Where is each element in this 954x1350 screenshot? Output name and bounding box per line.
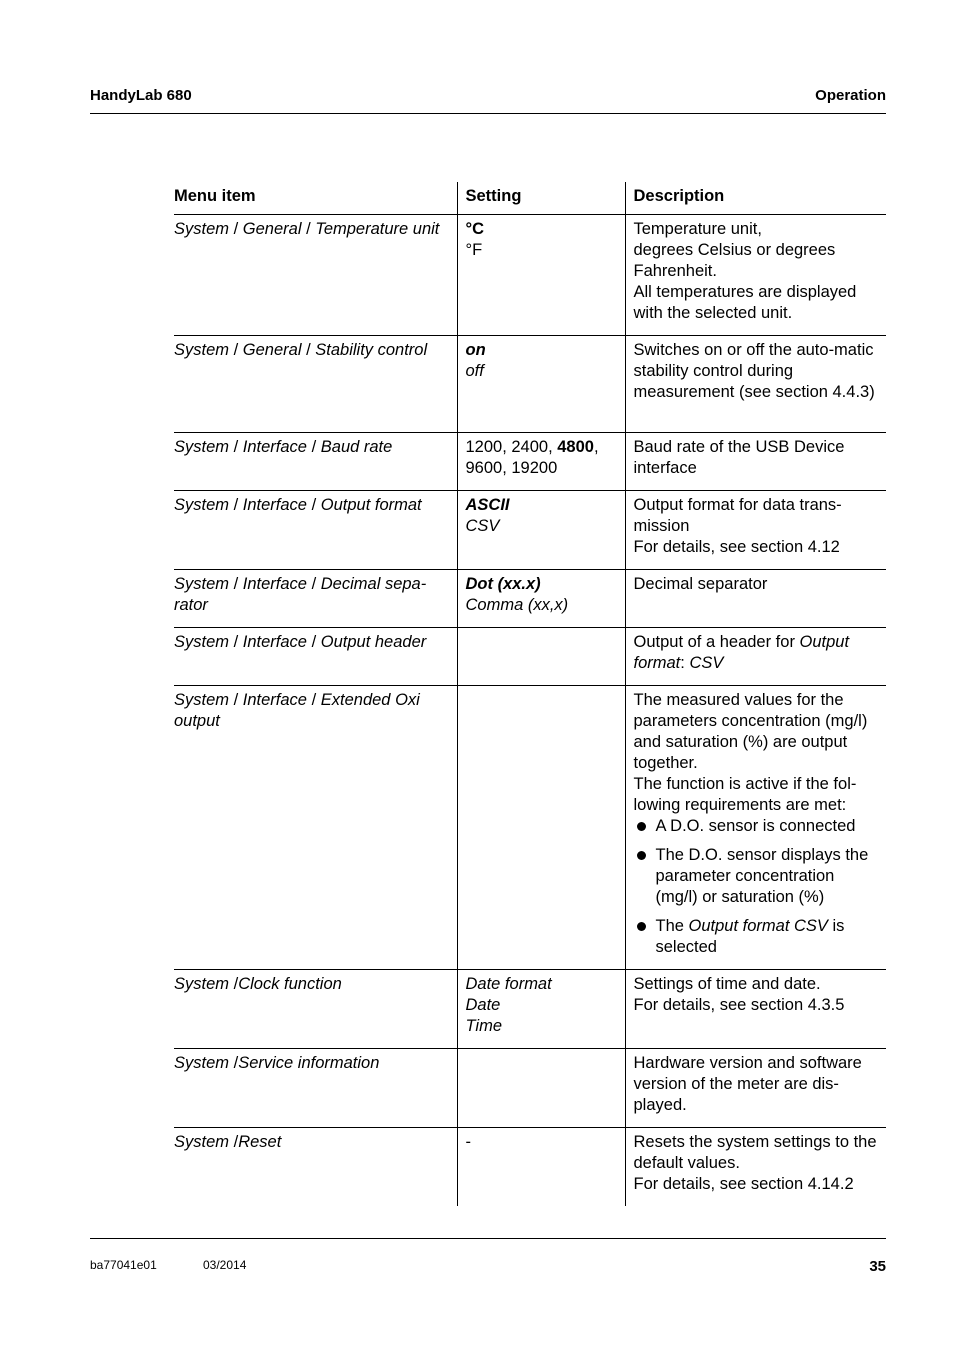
table-row — [174, 628, 886, 686]
list-item-text: A D.O. sensor is connected — [655, 817, 856, 835]
menu-path-segment: Extended Oxi output — [174, 691, 420, 730]
setting-cell — [457, 433, 625, 491]
description-cell — [625, 215, 886, 336]
table-row — [174, 1049, 886, 1128]
description-cell — [625, 570, 886, 628]
description-text: For details, see section 4.12 — [633, 538, 840, 556]
setting-default: 4800 — [557, 438, 594, 456]
table-row — [174, 215, 886, 336]
setting-default: Dot (xx.x) — [465, 575, 541, 593]
menu-item-cell: System / Interface / Output format — [174, 491, 457, 570]
table-header-row — [174, 182, 886, 215]
setting-option: Date — [465, 996, 501, 1014]
table-row — [174, 433, 886, 491]
menu-item-cell: System / Interface / Extended Oxi output — [174, 686, 457, 970]
list-item-text: is selected — [655, 917, 845, 956]
description-text: : — [680, 654, 690, 672]
menu-path-segment: Interface — [242, 691, 307, 709]
description-text: CSV — [689, 654, 724, 672]
table-row — [174, 570, 886, 628]
menu-path-segment: System — [174, 496, 230, 514]
setting-cell — [457, 1049, 625, 1128]
menu-path-segment: System — [174, 691, 230, 709]
setting-cell — [457, 570, 625, 628]
description-cell — [625, 628, 886, 686]
column-header-setting: Setting — [457, 182, 625, 215]
menu-path-segment: System — [174, 1054, 230, 1072]
setting-option: Date format — [465, 975, 552, 993]
menu-path-segment: Interface — [242, 438, 307, 456]
setting-option: 9600, 19200 — [465, 459, 558, 477]
document-id: ba77041e01 — [90, 1258, 157, 1272]
list-item-text: Output format CSV — [688, 917, 828, 935]
description-cell — [625, 686, 886, 970]
menu-path-segment: System — [174, 438, 230, 456]
settings-table — [174, 182, 886, 1206]
description-text: Output format for data trans-mission — [633, 496, 842, 535]
menu-path-segment: Baud rate — [320, 438, 393, 456]
description-cell — [625, 491, 886, 570]
setting-cell — [457, 686, 625, 970]
setting-option: - — [465, 1133, 471, 1151]
setting-cell — [457, 628, 625, 686]
menu-item-cell: System / Interface / Decimal sepa-rator — [174, 570, 457, 628]
menu-path-segment: Interface — [242, 633, 307, 651]
menu-item-cell: System /Service information — [174, 1049, 457, 1128]
table-row — [174, 1128, 886, 1207]
description-text: Switches on or off the auto-matic stability control during measurement (see section 4.4.3) — [633, 341, 875, 401]
menu-item-cell: System / General / Temperature unit — [174, 215, 457, 336]
menu-path-segment: General — [242, 341, 302, 359]
table-row — [174, 686, 886, 970]
page-footer — [90, 1238, 886, 1279]
menu-path-segment: System — [174, 575, 230, 593]
menu-item-cell: System /Reset — [174, 1133, 282, 1151]
setting-default: °C — [465, 220, 485, 238]
menu-path-segment: Interface — [242, 575, 307, 593]
document-date: 03/2014 — [203, 1258, 247, 1272]
description-text: For details, see section 4.3.5 — [633, 996, 845, 1014]
description-cell — [625, 1049, 886, 1128]
menu-path-segment: Interface — [242, 496, 307, 514]
menu-path-segment: Reset — [238, 1133, 282, 1151]
menu-path-segment: System — [174, 220, 230, 238]
menu-path-segment: Output header — [320, 633, 427, 651]
setting-option: CSV — [465, 517, 500, 535]
description-text: Output of a header for — [633, 633, 800, 651]
description-text: Decimal separator — [633, 575, 768, 593]
description-text: Settings of time and date. — [633, 975, 821, 993]
section-title: Operation — [815, 87, 886, 104]
menu-path-segment: Clock function — [238, 975, 342, 993]
menu-path-segment: System — [174, 1133, 230, 1151]
description-text: Temperature unit, — [633, 220, 762, 238]
page-number: 35 — [869, 1258, 886, 1275]
setting-cell — [457, 215, 625, 336]
list-item — [634, 816, 879, 837]
description-cell — [625, 433, 886, 491]
table-row — [174, 336, 886, 433]
description-text: degrees Celsius or degrees Fahrenheit. — [633, 241, 836, 280]
menu-path-segment: Temperature unit — [315, 220, 440, 238]
menu-item-cell: System / Interface / Output header — [174, 628, 457, 686]
table-row — [174, 970, 886, 1049]
setting-option: 1200, 2400, — [465, 438, 558, 456]
column-header-description: Description — [625, 182, 886, 215]
list-item-text: The — [655, 917, 689, 935]
menu-path-segment: General — [242, 220, 302, 238]
setting-cell — [457, 336, 625, 433]
setting-option: Comma (xx,x) — [465, 596, 569, 614]
menu-item-cell: System / Interface / Baud rate — [174, 433, 457, 491]
menu-path-segment: Output format — [320, 496, 422, 514]
menu-path-segment: Decimal sepa-rator — [174, 575, 427, 614]
description-text: The function is active if the fol-lowing requirements are met: — [633, 775, 857, 814]
description-text: Output format — [633, 633, 850, 672]
description-cell — [625, 970, 886, 1049]
setting-default: ASCII — [465, 496, 510, 514]
description-cell — [625, 336, 886, 433]
setting-option: °F — [465, 241, 483, 259]
list-item-text: The D.O. sensor displays the parameter concentration (mg/l) or saturation (%) — [655, 846, 869, 906]
product-name: HandyLab 680 — [90, 87, 192, 104]
menu-path-segment: Service information — [238, 1054, 380, 1072]
table-row — [174, 491, 886, 570]
list-item — [634, 845, 879, 908]
setting-option: off — [465, 362, 484, 380]
setting-cell — [457, 1128, 625, 1207]
menu-item-cell: System /Clock function — [174, 970, 457, 1049]
bullet-icon — [637, 822, 646, 831]
description-text: All temperatures are displayed with the selected unit. — [633, 283, 857, 322]
setting-option: Time — [465, 1017, 503, 1035]
menu-path-segment: System — [174, 341, 230, 359]
list-item — [634, 916, 879, 958]
setting-default: on — [465, 341, 486, 359]
setting-cell — [457, 970, 625, 1049]
setting-separator: , — [593, 438, 599, 456]
menu-path-segment: Stability control — [315, 341, 428, 359]
page-header — [90, 86, 886, 114]
bullet-icon — [637, 851, 646, 860]
menu-item-cell: System / General / Stability control — [174, 336, 457, 433]
description-text: For details, see section 4.14.2 — [633, 1175, 854, 1193]
column-header-menu-item: Menu item — [174, 182, 457, 215]
description-text: Baud rate of the USB Device interface — [633, 438, 845, 477]
menu-path-segment: System — [174, 633, 230, 651]
description-text: Hardware version and software version of the meter are dis-played. — [633, 1054, 862, 1114]
description-text: Resets the system settings to the default values. — [633, 1133, 877, 1172]
setting-cell — [457, 491, 625, 570]
bullet-icon — [637, 922, 646, 931]
menu-path-segment: System — [174, 975, 230, 993]
description-text: The measured values for the parameters concentration (mg/l) and saturation (%) are output together. — [633, 691, 868, 772]
description-cell — [625, 1128, 886, 1207]
requirements-list — [634, 816, 879, 958]
